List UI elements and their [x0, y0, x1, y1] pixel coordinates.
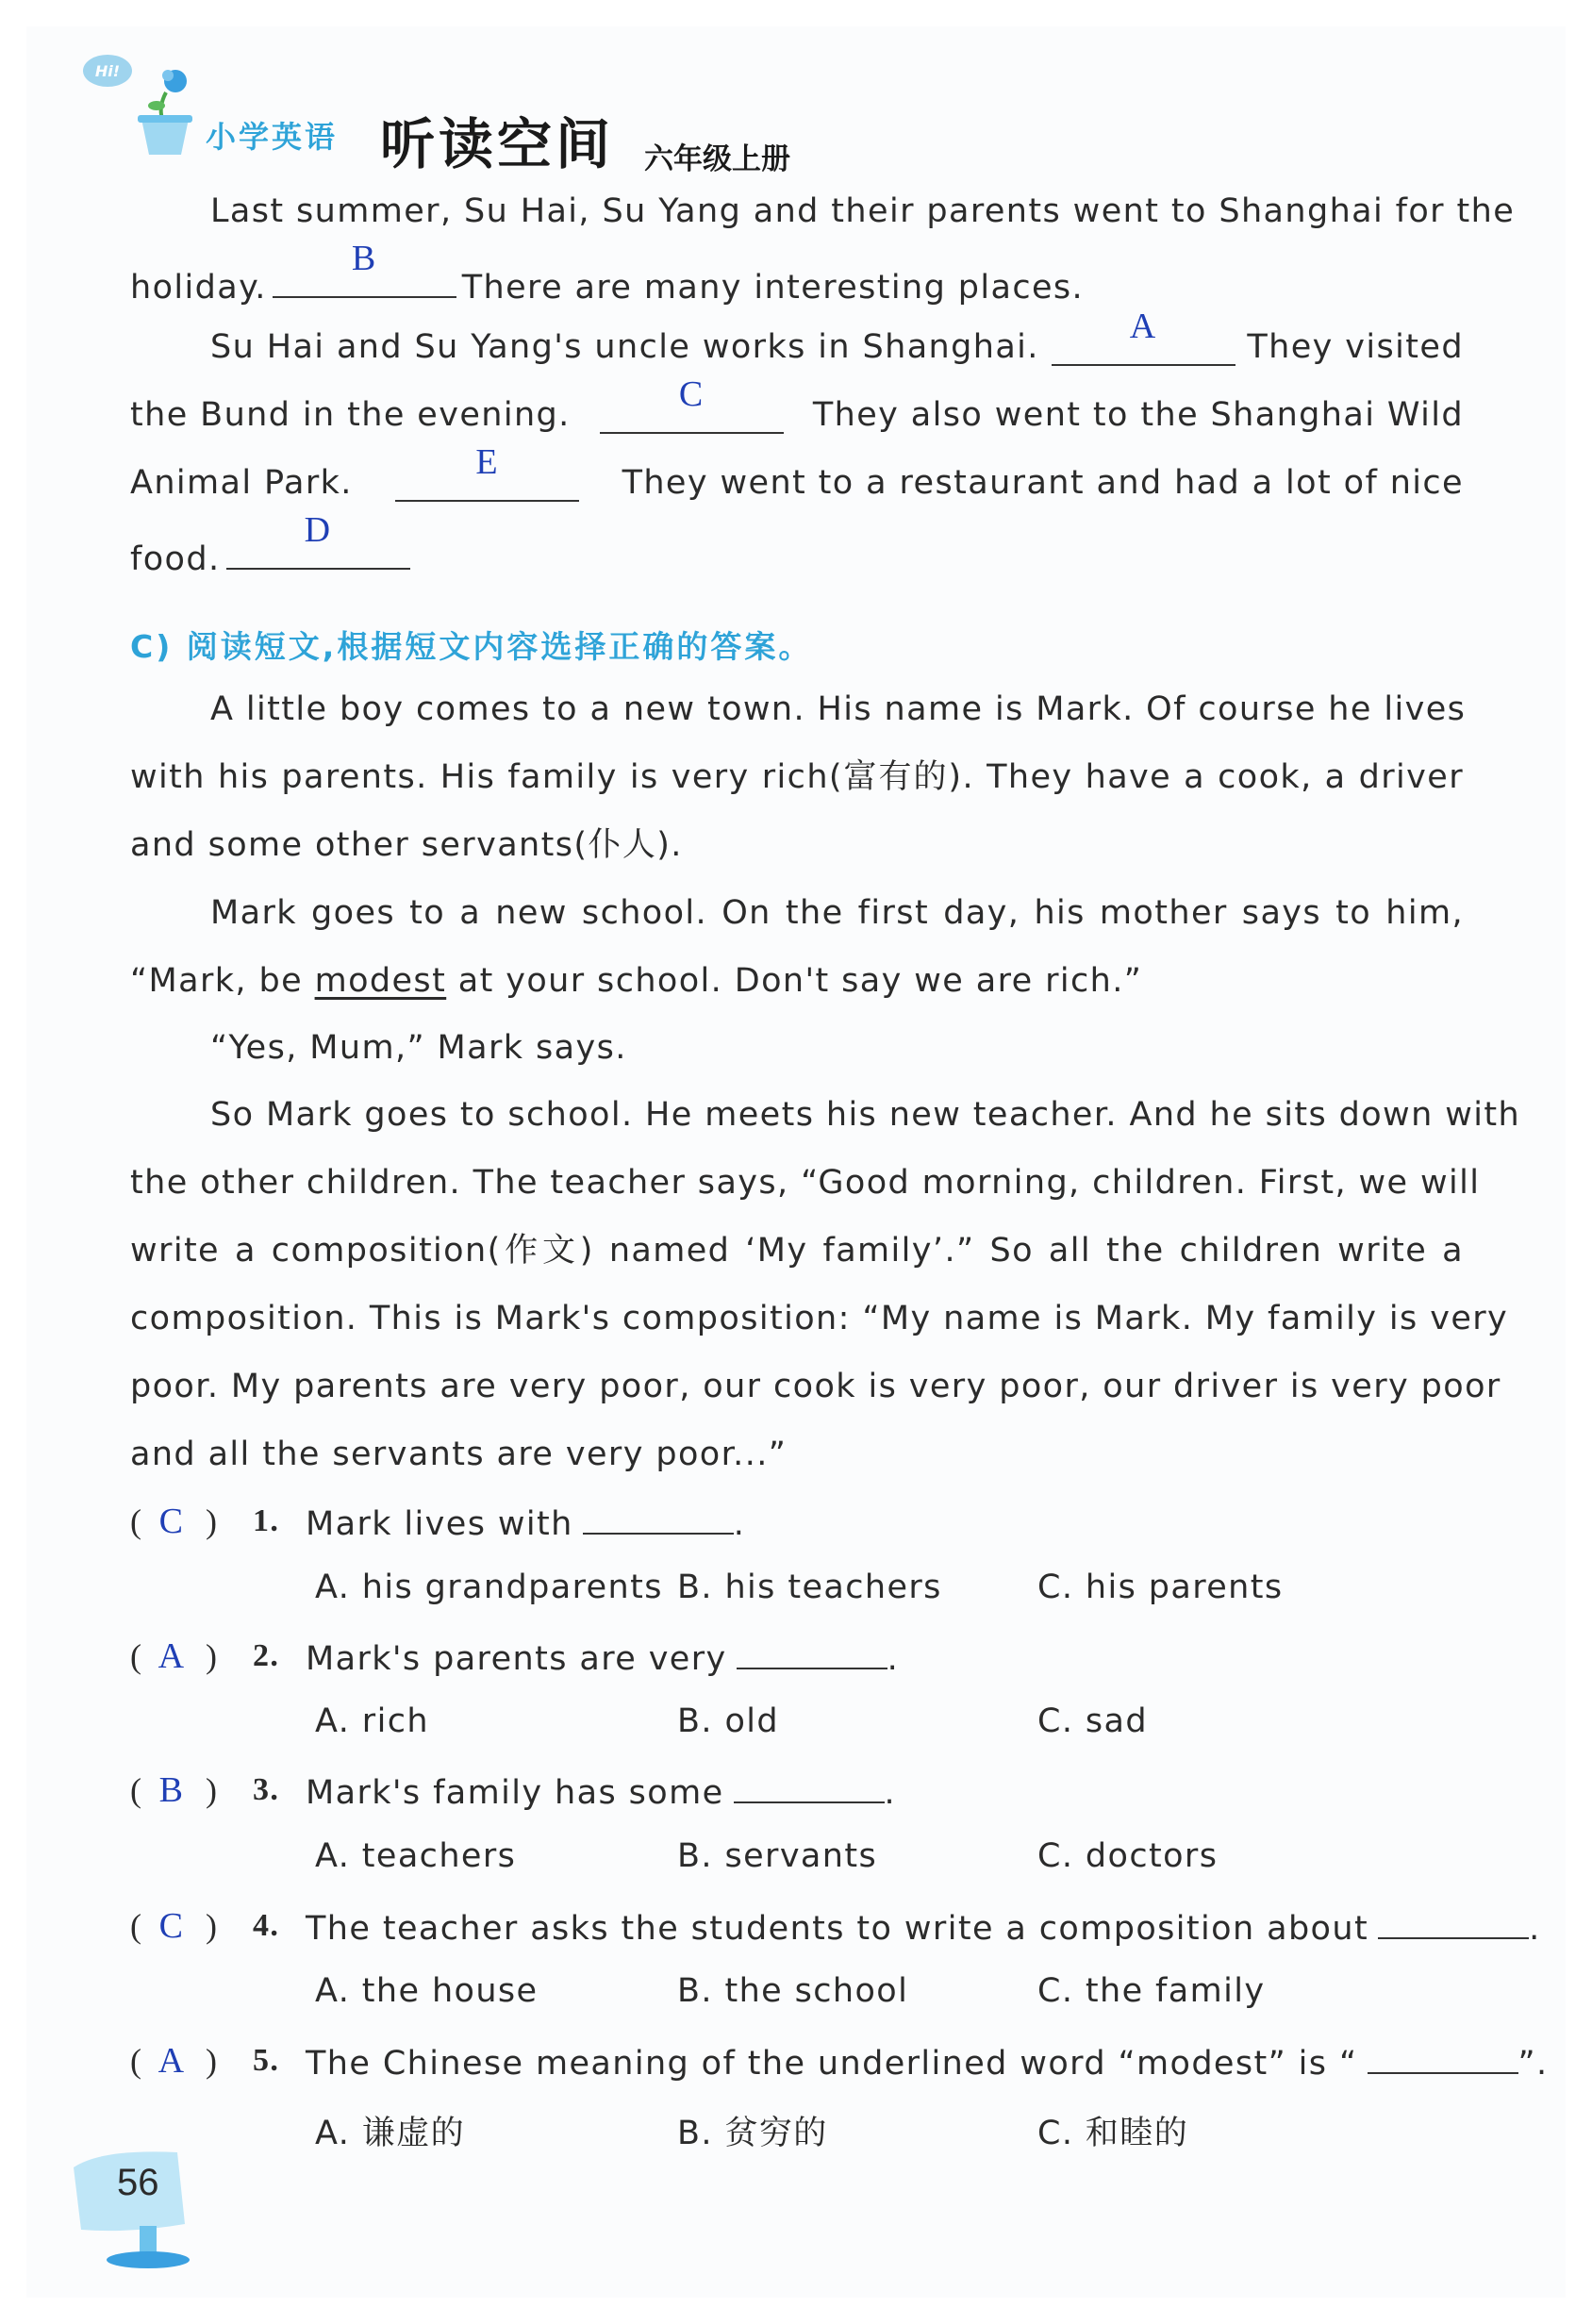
- brand-title: 听读空间: [380, 112, 615, 176]
- q5-option-a: A. 谦虚的: [315, 2115, 465, 2152]
- answer-5: D: [304, 510, 332, 550]
- question-end: ”.: [1517, 2045, 1549, 2083]
- question-end: .: [887, 1640, 900, 1678]
- question-answer: A: [158, 1636, 186, 1676]
- question-end: .: [733, 1505, 746, 1543]
- c-p1-line-2: with his parents. His family is very rich(富有的). They have a cook, a driver: [130, 758, 1464, 796]
- q2-option-a: A. rich: [315, 1702, 429, 1740]
- question-blank: [1368, 2040, 1518, 2074]
- question-number: 2.: [253, 1638, 280, 1673]
- paren-close: ): [206, 1907, 219, 1945]
- question-end: .: [1529, 1910, 1541, 1948]
- text: There are many interesting places.: [461, 269, 1085, 307]
- answer-blank-2: [1052, 307, 1235, 366]
- c-p3: “Yes, Mum,” Mark says.: [210, 1029, 627, 1067]
- question-number: 4.: [253, 1908, 280, 1943]
- page-number-sign-icon: [64, 2139, 262, 2271]
- question-text: The Chinese meaning of the underlined word “modest” is “: [306, 2045, 1358, 2083]
- text: at your school. Don't say we are rich.”: [457, 962, 1143, 1000]
- paren-open: (: [130, 2042, 143, 2080]
- answer-blank-3: [600, 374, 784, 434]
- question-text: Mark's family has some: [306, 1774, 724, 1812]
- answer-blank-4: [395, 442, 579, 502]
- text: Animal Park.: [130, 464, 353, 502]
- question-text: Mark lives with: [306, 1505, 573, 1543]
- q2-option-b: B. old: [677, 1702, 780, 1740]
- paren-open: (: [130, 1771, 143, 1809]
- c-p4-line-4: composition. This is Mark's composition: “My name is Mark. My family is very: [130, 1300, 1509, 1337]
- q5-option-c: C. 和睦的: [1037, 2115, 1189, 2152]
- text: They visited: [1247, 328, 1464, 366]
- question-text: Mark's parents are very: [306, 1640, 727, 1678]
- question-text-wrap: [306, 1635, 899, 1680]
- page-header: [26, 26, 1566, 176]
- question-text-wrap: [306, 2040, 1549, 2084]
- q4-option-c: C. the family: [1037, 1972, 1266, 2010]
- part-b-line-6: [130, 510, 1464, 580]
- c-p2-line-2: [130, 960, 1464, 1002]
- part-b-line-5: [130, 442, 1464, 504]
- answer-blank-5: [226, 510, 410, 570]
- question-blank: [583, 1501, 734, 1535]
- question-answer: B: [158, 1770, 185, 1810]
- question-answer: C: [158, 1502, 185, 1541]
- paren-open: (: [130, 1907, 143, 1945]
- c-p1-line-3: and some other servants(仆人).: [130, 826, 683, 864]
- text: Su Hai and Su Yang's uncle works in Shanghai.: [210, 328, 1039, 366]
- page-number: 56: [117, 2162, 159, 2203]
- q5-option-b: B. 贫穷的: [677, 2115, 828, 2152]
- q3-option-c: C. doctors: [1037, 1837, 1219, 1875]
- question-end: .: [884, 1774, 897, 1812]
- question-answer: C: [158, 1906, 185, 1946]
- text: the Bund in the evening.: [130, 396, 571, 434]
- q3-option-b: B. servants: [677, 1837, 878, 1875]
- series-title: 小学英语: [206, 119, 339, 155]
- c-p4-line-5: poor. My parents are very poor, our cook is very poor, our driver is very poor: [130, 1368, 1501, 1405]
- text: food.: [130, 540, 221, 578]
- question-text: The teacher asks the students to write a composition about: [306, 1910, 1369, 1948]
- q1-option-b: B. his teachers: [677, 1569, 942, 1606]
- worksheet-page: [26, 26, 1566, 2298]
- paren-close: ): [206, 1637, 219, 1675]
- c-p4-line-2: the other children. The teacher says, “Good morning, children. First, we will: [130, 1164, 1481, 1202]
- q1-option-a: A. his grandparents: [315, 1569, 663, 1606]
- q1-option-c: C. his parents: [1037, 1569, 1284, 1606]
- c-p1-line-1: A little boy comes to a new town. His name is Mark. Of course he lives: [210, 690, 1467, 728]
- q4-option-b: B. the school: [677, 1972, 909, 2010]
- text: They went to a restaurant and had a lot of nice: [622, 464, 1464, 502]
- paren-close: ): [206, 1771, 219, 1809]
- c-p4-line-1: So Mark goes to school. He meets his new teacher. And he sits down with: [210, 1096, 1521, 1134]
- question-text-wrap: [306, 1905, 1541, 1950]
- question-text-wrap: [306, 1501, 745, 1545]
- paren-open: (: [130, 1637, 143, 1675]
- hi-badge: Hi!: [83, 55, 132, 87]
- question-number: 1.: [253, 1503, 280, 1538]
- text: holiday.: [130, 269, 267, 307]
- part-b-line-1: Last summer, Su Hai, Su Yang and their parents went to Shanghai for the: [210, 192, 1516, 230]
- question-number: 3.: [253, 1772, 280, 1807]
- q4-option-a: A. the house: [315, 1972, 539, 2010]
- flower-pot-icon: [130, 64, 206, 158]
- c-p4-line-6: and all the servants are very poor...”: [130, 1436, 788, 1473]
- paren-open: (: [130, 1502, 143, 1540]
- answer-4: E: [475, 442, 499, 482]
- q2-option-c: C. sad: [1037, 1702, 1148, 1740]
- part-b-line-2: [130, 239, 1464, 308]
- section-c-heading: C) 阅读短文,根据短文内容选择正确的答案。: [130, 628, 813, 665]
- answer-blank-1: [273, 239, 456, 298]
- text: “Mark, be: [130, 962, 304, 1000]
- question-blank: [1378, 1905, 1529, 1939]
- question-blank: [734, 1769, 885, 1803]
- text: They also went to the Shanghai Wild: [812, 396, 1464, 434]
- question-blank: [737, 1635, 887, 1669]
- answer-2: A: [1129, 307, 1157, 346]
- answer-3: C: [678, 374, 705, 414]
- part-b-line-3: [210, 307, 1464, 368]
- paren-close: ): [206, 2042, 219, 2080]
- underlined-word: modest: [314, 962, 447, 1000]
- q3-option-a: A. teachers: [315, 1837, 517, 1875]
- grade-label: 六年级上册: [644, 142, 790, 176]
- question-text-wrap: [306, 1769, 896, 1814]
- c-p2-line-1: Mark goes to a new school. On the first day, his mother says to him,: [210, 894, 1464, 932]
- part-b-line-4: [130, 374, 1464, 436]
- paren-close: ): [206, 1502, 219, 1540]
- question-answer: A: [158, 2041, 186, 2081]
- c-p4-line-3: write a composition(作文) named ‘My family’.” So all the children write a: [130, 1232, 1464, 1270]
- answer-1: B: [351, 239, 377, 278]
- question-number: 5.: [253, 2043, 280, 2078]
